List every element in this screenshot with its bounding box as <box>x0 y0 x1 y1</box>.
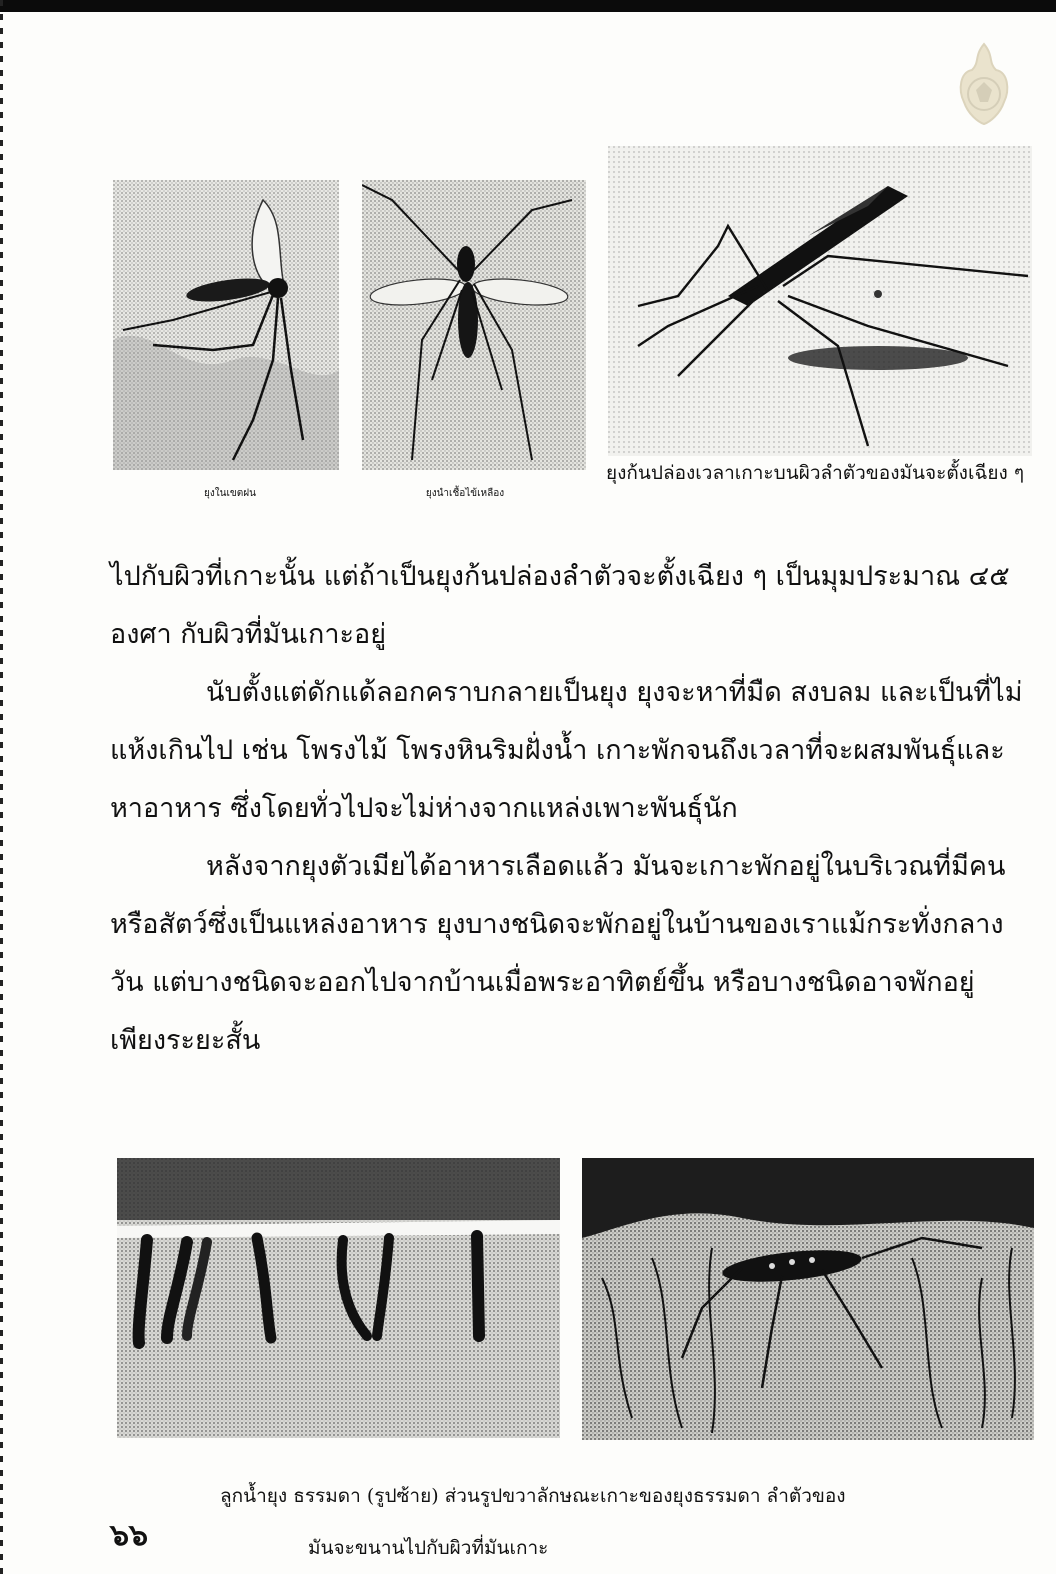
paragraph-1: ไปกับผิวที่เกาะนั้น แต่ถ้าเป็นยุงก้นปล่องลำตัวจะตั้งเฉียง ๆ เป็นมุมประมาณ ๔๕ องศา กับผิวที่มันเกาะอยู่ <box>110 561 1010 650</box>
bottom-caption-line-2: มันจะขนานไปกับผิวที่มันเกาะ <box>308 1537 549 1559</box>
photo-anopheles-mosquito <box>608 146 1032 456</box>
photo-culex-resting <box>582 1158 1034 1440</box>
binding-edge <box>0 0 3 1574</box>
paragraph-3: หลังจากยุงตัวเมียได้อาหารเลือดแล้ว มันจะเกาะพักอยู่ในบริเวณที่มีคนหรือสัตว์ซึ่งเป็นแหล่งอาหาร ยุงบางชนิดจะพักอยู่ในบ้านของเราแม้กระทั่งกลางวัน แต่บางชนิดจะออกไปจากบ้านเมื่อพระอาทิตย์ขึ้น หรือบางชนิดอาจพักอยู่เพียงระยะสั้น <box>110 851 1006 1056</box>
bottom-caption-line-1: ลูกน้ำยุง ธรรมดา (รูปซ้าย) ส่วนรูปขวาลักษณะเกาะของยุงธรรมดา ลำตัวของ <box>220 1485 846 1507</box>
emblem-seal <box>950 40 1018 126</box>
photo-mosquito-larvae <box>117 1158 560 1438</box>
paragraph-2: นับตั้งแต่ดักแด้ลอกคราบกลายเป็นยุง ยุงจะหาที่มืด สงบลม และเป็นที่ไม่แห้งเกินไป เช่น โพรงไม้ โพรงหินริมฝั่งน้ำ เกาะพักจนถึงเวลาที่จะผสมพันธุ์และหาอาหาร ซึ่งโดยทั่วไปจะไม่ห่างจากแหล่งเพาะพันธุ์นัก <box>110 677 1023 824</box>
top-rule <box>0 0 1056 12</box>
caption-anopheles: ยุงก้นปล่องเวลาเกาะบนผิวลำตัวของมันจะตั้งเฉียง ๆ <box>606 462 1025 484</box>
bottom-caption <box>220 1470 1010 1574</box>
photo-yellow-fever-mosquito <box>362 180 586 470</box>
caption-rainforest-mosquito: ยุงในเขตฝน <box>204 488 256 499</box>
body-text <box>110 548 1030 1070</box>
caption-yellow-fever-mosquito: ยุงนำเชื้อไข้เหลือง <box>425 488 505 499</box>
page-number: ๖๖ <box>110 1518 149 1553</box>
photo-mosquito-rainforest <box>113 180 339 470</box>
